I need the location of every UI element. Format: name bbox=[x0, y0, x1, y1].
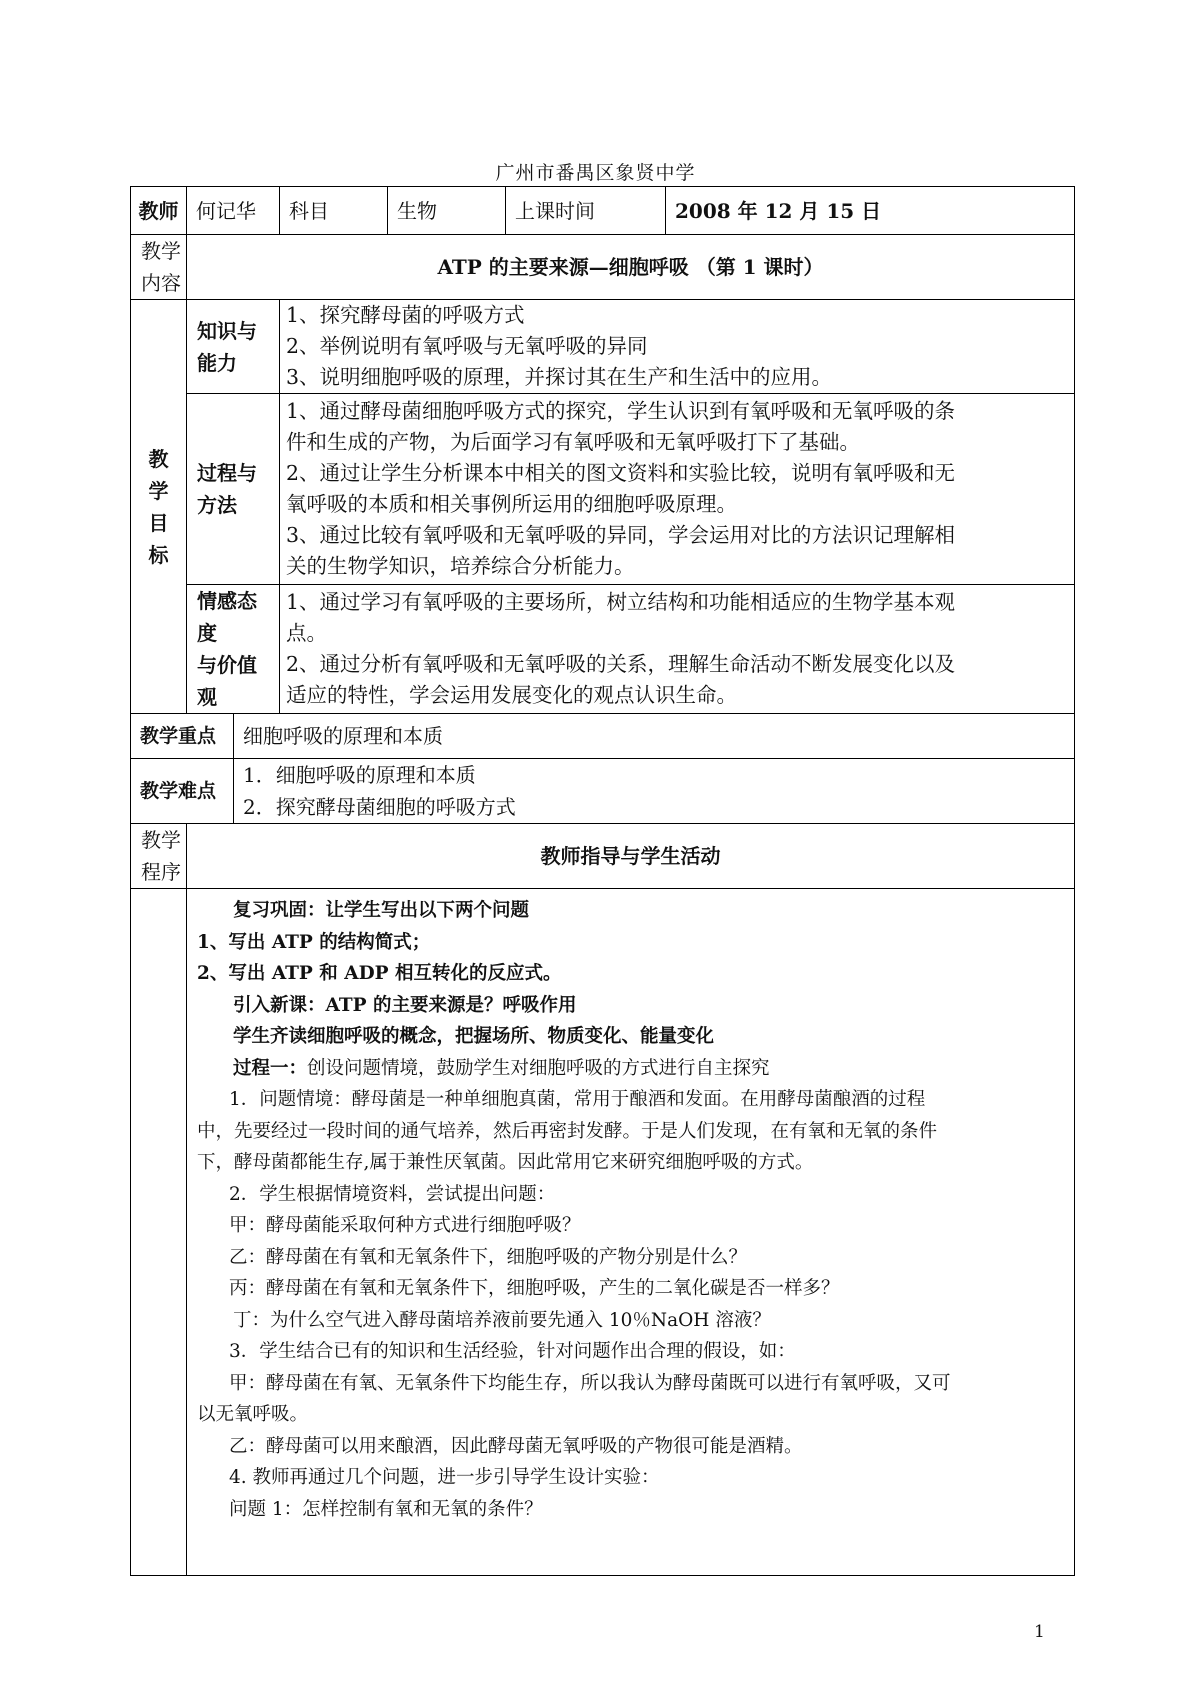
activity-line: 1、写出 ATP 的结构简式； bbox=[197, 931, 431, 953]
activity-line: 复习巩固：让学生写出以下两个问题 bbox=[233, 900, 530, 921]
activity-line: 问题 1：怎样控制有氧和无氧的条件？ bbox=[229, 1498, 543, 1520]
activity-line: 丁：为什么空气进入酵母菌培养液前要先通入 10％NaOH 溶液？ bbox=[233, 1309, 771, 1331]
process-label-line1: 过程与 bbox=[197, 461, 257, 485]
activity-line: 乙：酵母菌可以用来酿酒，因此酵母菌无氧呼吸的产物很可能是酒精。 bbox=[229, 1435, 803, 1457]
objective-line: 1、通过学习有氧呼吸的主要场所，树立结构和功能相适应的生物学基本观 bbox=[286, 590, 956, 614]
difficulty-item: 1．细胞呼吸的原理和本质 bbox=[243, 763, 476, 787]
knowledge-objectives bbox=[280, 300, 1075, 394]
objective-knowledge-row bbox=[131, 300, 1075, 394]
procedure-title: 教师指导与学生活动 bbox=[187, 824, 1075, 889]
activity-line: 1．问题情境：酵母菌是一种单细胞真菌，常用于酿酒和发面。在用酵母菌酿酒的过程 bbox=[229, 1089, 926, 1110]
key-point-row bbox=[131, 714, 1075, 759]
class-time-value: 2008 年 12 月 15 日 bbox=[666, 187, 1075, 235]
process1-heading: 过程一： bbox=[233, 1057, 308, 1079]
activity-line: 中，先要经过一段时间的通气培养，然后再密封发酵。于是人们发现，在有氧和无氧的条件 bbox=[197, 1120, 938, 1142]
activity-line: 2、写出 ATP 和 ADP 相互转化的反应式。 bbox=[197, 963, 562, 984]
content-row bbox=[131, 235, 1075, 300]
emotion-label-line: 度 bbox=[197, 621, 217, 645]
activity-line: 4. 教师再通过几个问题，进一步引导学生设计实验： bbox=[229, 1467, 660, 1488]
procedure-label-line1: 教学 bbox=[141, 828, 181, 852]
knowledge-label bbox=[187, 300, 280, 394]
activity-line: 丙：酵母菌在有氧和无氧条件下，细胞呼吸，产生的二氧化碳是否一样多？ bbox=[229, 1278, 840, 1299]
objective-emotion-row bbox=[131, 585, 1075, 714]
teacher-label: 教师 bbox=[131, 187, 187, 235]
objective-line: 1、通过酵母菌细胞呼吸方式的探究，学生认识到有氧呼吸和无氧呼吸的条 bbox=[286, 399, 956, 423]
difficulty-item: 2．探究酵母菌细胞的呼吸方式 bbox=[243, 795, 516, 819]
header-row bbox=[131, 187, 1075, 235]
subject-name: 生物 bbox=[388, 187, 506, 235]
page-number: 1 bbox=[1034, 1622, 1045, 1642]
activity-line: 3．学生结合已有的知识和生活经验，针对问题作出合理的假设，如： bbox=[229, 1341, 796, 1362]
content-label-line2: 内容 bbox=[141, 271, 181, 295]
activity-line: 以无氧呼吸。 bbox=[197, 1404, 309, 1425]
objective-line: 氧呼吸的本质和相关事例所运用的细胞呼吸原理。 bbox=[286, 492, 737, 516]
activity-line: 乙：酵母菌在有氧和无氧条件下，细胞呼吸的产物分别是什么？ bbox=[229, 1246, 748, 1268]
key-point-label: 教学重点 bbox=[131, 714, 234, 759]
activity-line: 甲：酵母菌在有氧、无氧条件下均能生存，所以我认为酵母菌既可以进行有氧呼吸，又可 bbox=[229, 1372, 951, 1394]
activity-line: 下，酵母菌都能生存,属于兼性厌氧菌。因此常用它来研究细胞呼吸的方式。 bbox=[197, 1152, 814, 1173]
objective-line: 点。 bbox=[286, 621, 327, 645]
objectives-label-char: 标 bbox=[148, 542, 169, 567]
knowledge-label-line1: 知识与 bbox=[197, 318, 257, 343]
process-objectives bbox=[280, 394, 1075, 585]
lesson-plan-table bbox=[130, 186, 1075, 1576]
objectives-label-char: 教 bbox=[148, 446, 169, 471]
activity-line: 学生齐读细胞呼吸的概念，把握场所、物质变化、能量变化 bbox=[233, 1026, 715, 1047]
emotion-objectives bbox=[280, 585, 1075, 714]
objective-line: 2、通过分析有氧呼吸和无氧呼吸的关系，理解生命活动不断发展变化以及 bbox=[286, 652, 956, 676]
lesson-title: ATP 的主要来源—细胞呼吸 （第 1 课时） bbox=[187, 235, 1075, 300]
objective-item: 1、探究酵母菌的呼吸方式 bbox=[286, 303, 525, 327]
objective-line: 关的生物学知识，培养综合分析能力。 bbox=[286, 554, 635, 578]
activities-left-cell bbox=[131, 889, 187, 1576]
emotion-label-line: 观 bbox=[197, 685, 217, 709]
objectives-label-char: 目 bbox=[148, 510, 169, 535]
procedure-label bbox=[131, 824, 187, 889]
emotion-label-line: 情感态 bbox=[197, 589, 257, 613]
objective-item: 2、举例说明有氧呼吸与无氧呼吸的异同 bbox=[286, 334, 648, 358]
activity-line: 甲：酵母菌能采取何种方式进行细胞呼吸？ bbox=[229, 1215, 581, 1236]
emotion-label-line: 与价值 bbox=[197, 653, 257, 677]
objective-line: 适应的特性，学会运用发展变化的观点认识生命。 bbox=[286, 683, 737, 707]
process-label bbox=[187, 394, 280, 585]
activity-line: 引入新课：ATP 的主要来源是？呼吸作用 bbox=[233, 994, 577, 1016]
content-label bbox=[131, 235, 187, 300]
subject-label: 科目 bbox=[280, 187, 388, 235]
class-time-label: 上课时间 bbox=[506, 187, 666, 235]
activities-row bbox=[131, 889, 1075, 1576]
objective-line: 件和生成的产物，为后面学习有氧呼吸和无氧呼吸打下了基础。 bbox=[286, 430, 860, 454]
objective-process-row bbox=[131, 394, 1075, 585]
activity-line: 2．学生根据情境资料，尝试提出问题： bbox=[229, 1183, 556, 1205]
objectives-label-char: 学 bbox=[148, 478, 169, 503]
activities-content bbox=[187, 889, 1075, 1576]
difficulty-row bbox=[131, 759, 1075, 824]
procedure-header-row bbox=[131, 824, 1075, 889]
difficulty-label: 教学难点 bbox=[131, 759, 234, 824]
objective-line: 3、通过比较有氧呼吸和无氧呼吸的异同，学会运用对比的方法识记理解相 bbox=[286, 523, 956, 547]
objectives-label bbox=[131, 300, 187, 714]
knowledge-label-line2: 能力 bbox=[197, 350, 237, 375]
school-name: 广州市番禺区象贤中学 bbox=[495, 162, 696, 184]
content-label-line1: 教学 bbox=[141, 239, 181, 263]
difficulty-list bbox=[234, 759, 1075, 824]
key-point-text: 细胞呼吸的原理和本质 bbox=[234, 714, 1075, 759]
activity-line bbox=[197, 1053, 1068, 1085]
objective-line: 2、通过让学生分析课本中相关的图文资料和实验比较，说明有氧呼吸和无 bbox=[286, 461, 956, 485]
teacher-name: 何记华 bbox=[187, 187, 280, 235]
process-label-line2: 方法 bbox=[197, 493, 237, 517]
procedure-label-line2: 程序 bbox=[141, 860, 181, 884]
process1-text: 创设问题情境，鼓励学生对细胞呼吸的方式进行自主探究 bbox=[307, 1057, 770, 1079]
emotion-label bbox=[187, 585, 280, 714]
objective-item: 3、说明细胞呼吸的原理，并探讨其在生产和生活中的应用。 bbox=[286, 365, 833, 389]
